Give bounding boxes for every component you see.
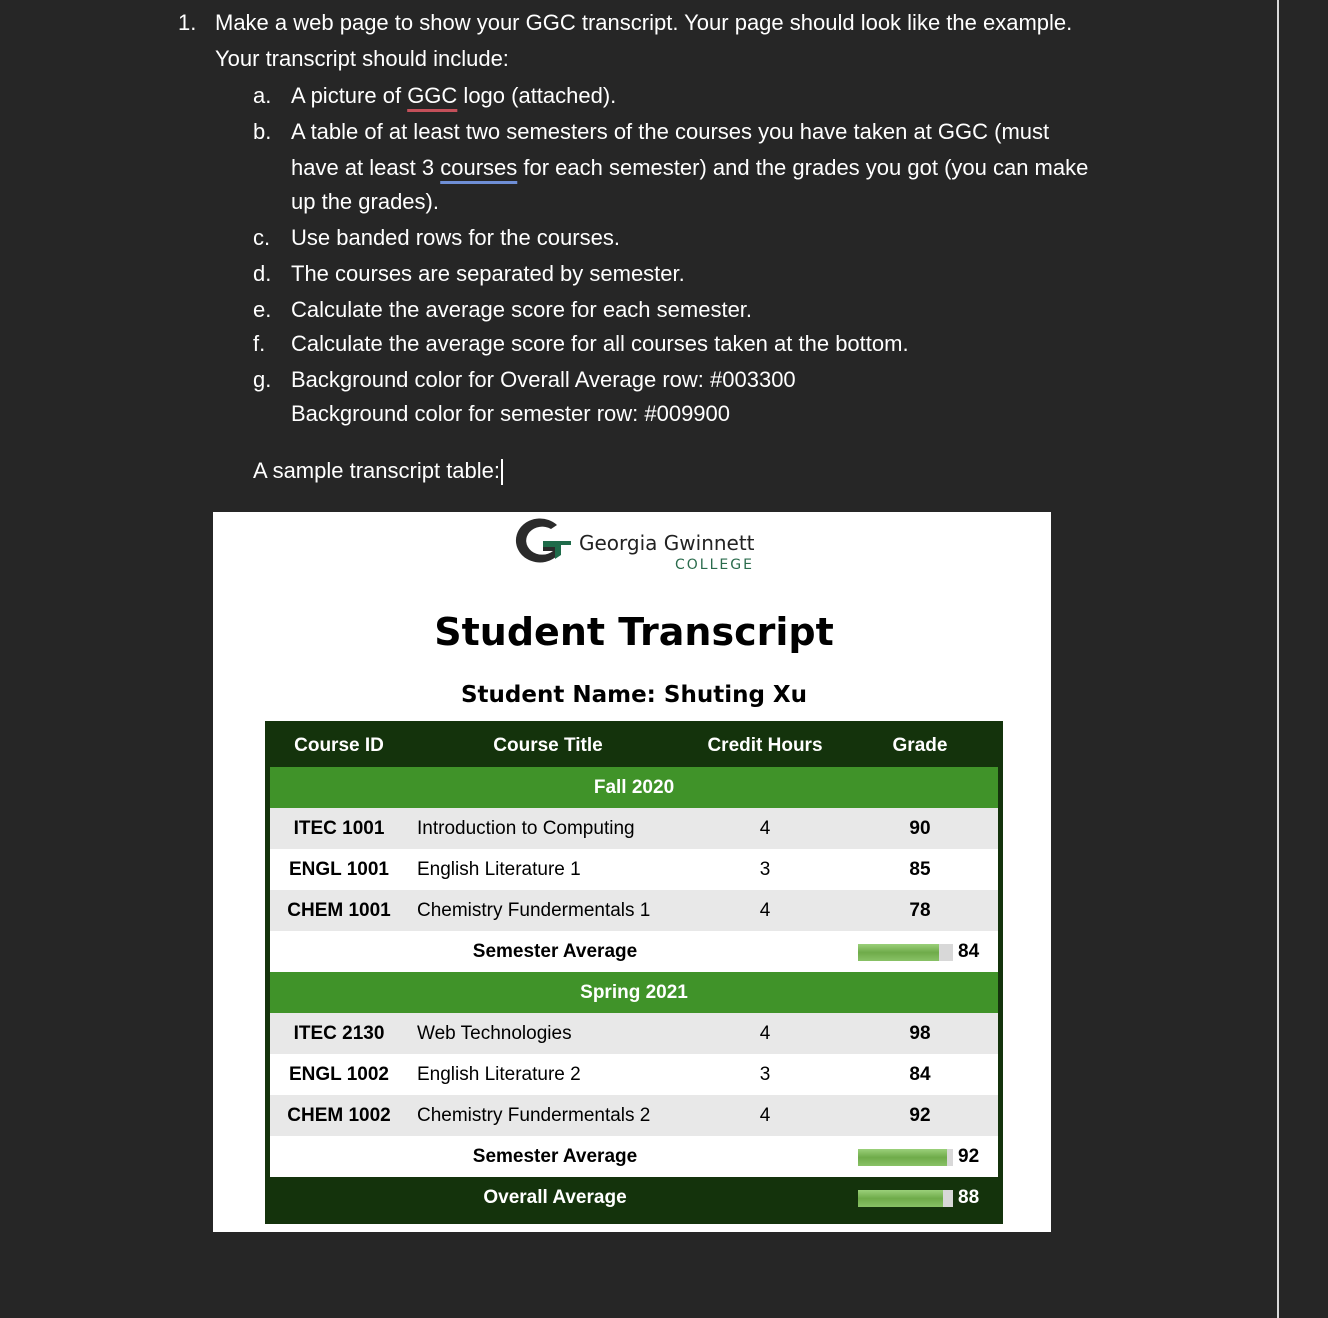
- overall-average-label: Overall Average: [483, 1187, 627, 1208]
- course-credits: 4: [759, 818, 771, 839]
- item-g-line-1: Background color for Overall Average row: #003300: [291, 367, 796, 392]
- course-grade: 84: [909, 1064, 931, 1085]
- item-b-line-2: have at least 3 courses for each semester) and the grades you got (you can make: [291, 155, 1089, 180]
- page-edge-divider: [1277, 0, 1279, 1318]
- semester-average-value: 92: [958, 1146, 980, 1167]
- instruction-line-1: Make a web page to show your GGC transcript. Your page should look like the example.: [215, 10, 1073, 35]
- header-course-id: Course ID: [294, 735, 384, 756]
- course-credits: 3: [759, 1064, 771, 1085]
- grammar-word-courses[interactable]: courses: [440, 155, 518, 180]
- transcript-title: Student Transcript: [434, 610, 834, 654]
- item-e-letter: e.: [253, 297, 272, 322]
- average-databar-fill: [858, 1149, 947, 1166]
- sample-transcript-image: [213, 512, 1051, 1232]
- table-row: [270, 1095, 998, 1136]
- course-credits: 4: [759, 1105, 771, 1126]
- course-credits: 4: [759, 900, 771, 921]
- student-name: Student Name: Shuting Xu: [460, 682, 808, 708]
- course-id: ENGL 1001: [289, 859, 389, 880]
- course-title: Web Technologies: [417, 1023, 572, 1044]
- ggc-g-icon: [509, 515, 571, 569]
- instruction-line-2: Your transcript should include:: [215, 46, 509, 71]
- overall-databar-fill: [858, 1190, 943, 1207]
- course-grade: 85: [909, 859, 931, 880]
- item-b-line-3: up the grades).: [291, 189, 439, 214]
- logo-subtitle: COLLEGE: [675, 557, 754, 573]
- course-grade: 90: [909, 818, 931, 839]
- item-b-line-1: A table of at least two semesters of the courses you have taken at GGC (must: [291, 119, 1050, 144]
- course-id: CHEM 1001: [287, 900, 391, 921]
- course-id: ITEC 2130: [293, 1023, 385, 1044]
- logo-name: Georgia Gwinnett: [579, 531, 755, 555]
- semester-average-value: 84: [958, 941, 980, 962]
- item-f-letter: f.: [253, 331, 266, 356]
- item-c-text: Use banded rows for the courses.: [291, 225, 620, 250]
- semester-average-row: [270, 931, 998, 972]
- semester-name: Spring 2021: [580, 982, 688, 1003]
- course-credits: 3: [759, 859, 771, 880]
- spellcheck-word-ggc[interactable]: GGC: [407, 83, 458, 108]
- table-header-row: [270, 725, 998, 766]
- header-course-title: Course Title: [493, 735, 603, 756]
- header-grade: Grade: [892, 735, 948, 756]
- semester-average-label: Semester Average: [472, 1146, 638, 1167]
- text-cursor: [501, 459, 503, 485]
- course-id: CHEM 1002: [287, 1105, 391, 1126]
- course-title: English Literature 1: [417, 859, 581, 880]
- course-id: ITEC 1001: [293, 818, 385, 839]
- course-title: English Literature 2: [417, 1064, 581, 1085]
- average-databar: [858, 1149, 953, 1166]
- item-c-letter: c.: [253, 225, 271, 250]
- course-title: Introduction to Computing: [417, 818, 635, 839]
- table-row: [270, 890, 998, 931]
- course-grade: 98: [909, 1023, 931, 1044]
- list-number: 1.: [178, 10, 197, 35]
- course-grade: 78: [909, 900, 931, 921]
- item-g-letter: g.: [253, 367, 272, 392]
- table-row: [270, 849, 998, 890]
- average-databar-fill: [858, 944, 939, 961]
- table-row: [270, 1013, 998, 1054]
- item-a-text: A picture of GGC logo (attached).: [291, 83, 617, 108]
- item-g-line-2: Background color for semester row: #009900: [291, 401, 731, 426]
- sample-caption[interactable]: A sample transcript table:: [253, 458, 503, 485]
- table-row: [270, 1054, 998, 1095]
- header-credit-hours: Credit Hours: [707, 735, 823, 756]
- transcript-table: [265, 721, 1003, 1224]
- course-id: ENGL 1002: [289, 1064, 389, 1085]
- table-row: [270, 808, 998, 849]
- item-a-letter: a.: [253, 83, 272, 108]
- semester-row: [270, 767, 998, 808]
- course-title: Chemistry Fundermentals 2: [417, 1105, 651, 1126]
- item-d-text: The courses are separated by semester.: [291, 261, 685, 286]
- semester-average-label: Semester Average: [472, 941, 638, 962]
- course-title: Chemistry Fundermentals 1: [417, 900, 651, 921]
- semester-average-row: [270, 1136, 998, 1177]
- course-grade: 92: [909, 1105, 931, 1126]
- overall-average-value: 88: [958, 1187, 980, 1208]
- ggc-logo: [509, 515, 769, 575]
- item-d-letter: d.: [253, 261, 272, 286]
- overall-databar: [858, 1190, 953, 1207]
- semester-name: Fall 2020: [593, 777, 675, 798]
- item-e-text: Calculate the average score for each semester.: [291, 297, 753, 322]
- course-credits: 4: [759, 1023, 771, 1044]
- item-f-text: Calculate the average score for all courses taken at the bottom.: [291, 331, 909, 356]
- semester-row: [270, 972, 998, 1013]
- average-databar: [858, 944, 953, 961]
- overall-average-row: [270, 1177, 998, 1218]
- item-b-letter: b.: [253, 119, 272, 144]
